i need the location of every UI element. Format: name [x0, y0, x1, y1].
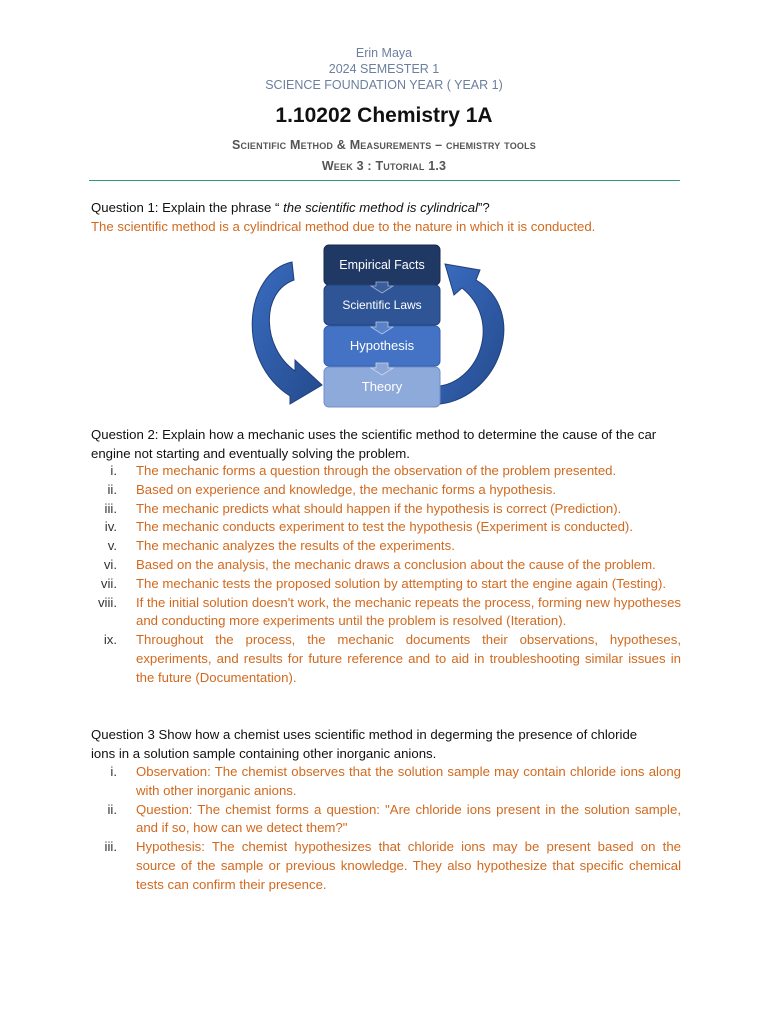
question-3-line-1: Question 3 Show how a chemist uses scientific method in degerming the presence of chloride	[91, 727, 638, 742]
item-number: i.	[110, 463, 117, 478]
heading-divider	[89, 180, 680, 181]
item-number: vi.	[103, 556, 117, 572]
question-3	[91, 726, 691, 763]
list-item	[91, 556, 681, 575]
item-number: ii.	[107, 481, 117, 497]
question-2	[91, 426, 691, 463]
topic-heading: Scientific Method & Measurements – chemistry tools	[232, 138, 536, 152]
list-item	[91, 537, 681, 556]
item-number: v.	[107, 538, 117, 554]
item-number: iv.	[104, 519, 117, 535]
author-name: Erin Maya	[355, 46, 413, 60]
item-text: The mechanic tests the proposed solution by attempting to start the engine again (Testing).	[136, 575, 667, 591]
item-number: ii.	[107, 801, 117, 817]
question-1-phrase: the scientific method is cylindrical	[279, 200, 479, 215]
course-title: 1.10202 Chemistry 1A	[275, 104, 493, 127]
item-number: iii.	[104, 500, 117, 516]
item-text: Based on experience and knowledge, the mechanic forms a hypothesis.	[136, 481, 557, 497]
question-2-line-2: engine not starting and eventually solving the problem.	[91, 445, 410, 461]
list-item	[91, 763, 681, 801]
item-text: Question: The chemist forms a question: "Are chloride ions present in the solution sample, and if so, how can we detect them?"	[136, 801, 681, 836]
list-item	[91, 801, 681, 839]
item-number: ix.	[103, 632, 117, 648]
item-text: Throughout the process, the mechanic documents their observations, hypotheses, experiments, and results for future reference and to aid in troubleshooting similar issues in the future (Documentation).	[136, 632, 681, 685]
list-item	[91, 838, 681, 894]
list-item	[91, 481, 681, 500]
item-text: The mechanic analyzes the results of the experiments.	[136, 538, 455, 554]
list-item	[91, 594, 681, 632]
left-cycle-arrow	[252, 262, 322, 404]
item-number: viii.	[97, 594, 117, 610]
theory-label: Theory	[361, 379, 403, 394]
item-text: The mechanic conducts experiment to test the hypothesis (Experiment is conducted).	[136, 519, 633, 535]
empirical-facts-label: Empirical Facts	[339, 258, 425, 272]
item-text: If the initial solution doesn't work, the mechanic repeats the process, forming new hypotheses and conducting more experiments until the problem is resolved (Iteration).	[136, 594, 681, 629]
question-1-suffix: ”?	[478, 200, 490, 215]
item-number: vii.	[100, 575, 117, 591]
scientific-method-diagram	[240, 240, 530, 412]
question-2-answer-list	[91, 462, 681, 688]
list-item	[91, 500, 681, 519]
question-3-line-2: ions in a solution sample containing other inorganic anions.	[91, 745, 437, 761]
item-text: The mechanic predicts what should happen if the hypothesis is correct (Prediction).	[136, 500, 622, 516]
item-text: Observation: The chemist observes that the solution sample may contain chloride ions along with other inorganic anions.	[136, 764, 681, 798]
question-1	[91, 199, 691, 218]
item-number: iii.	[104, 839, 117, 855]
program-label: SCIENCE FOUNDATION YEAR ( YEAR 1)	[265, 78, 503, 92]
right-cycle-arrow	[440, 264, 504, 404]
list-item	[91, 462, 681, 481]
list-item	[91, 518, 681, 537]
question-3-answer-list	[91, 763, 681, 895]
list-item	[91, 631, 681, 687]
list-item	[91, 575, 681, 594]
week-heading: Week 3 : Tutorial 1.3	[321, 159, 447, 173]
hypothesis-label: Hypothesis	[349, 338, 415, 353]
semester-label: 2024 SEMESTER 1	[328, 62, 440, 76]
question-1-prefix: Question 1: Explain the phrase “	[91, 200, 280, 215]
item-text: The mechanic forms a question through the observation of the problem presented.	[136, 463, 617, 478]
item-number: i.	[110, 764, 117, 779]
question-2-line-1: Question 2: Explain how a mechanic uses the scientific method to determine the cause of the car	[91, 427, 657, 442]
item-text: Hypothesis: The chemist hypothesizes that chloride ions may be present based on the source of the sample or previous knowledge. They also hypothesize that specific chemical tests can confirm their presence.	[136, 839, 681, 892]
item-text: Based on the analysis, the mechanic draws a conclusion about the cause of the problem.	[136, 556, 656, 572]
question-1-answer: The scientific method is a cylindrical method due to the nature in which it is conducted.	[91, 219, 596, 234]
scientific-laws-label: Scientific Laws	[342, 298, 422, 312]
